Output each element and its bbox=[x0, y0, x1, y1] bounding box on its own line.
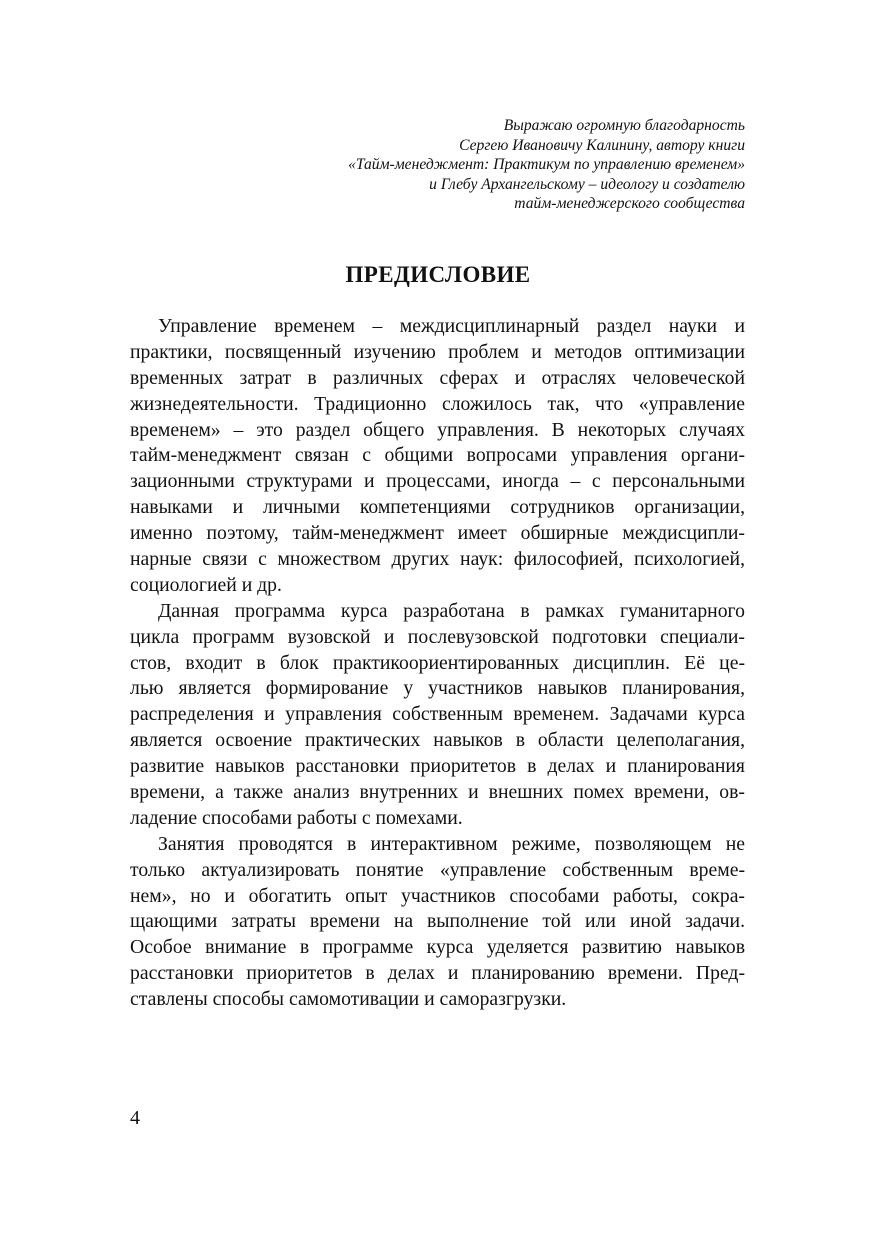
paragraph-line: жизнедеятельности. Традиционно сложилось так, что «управление bbox=[130, 392, 745, 415]
dedication-line: «Тайм-менеджмент: Практикум по управлению временем» bbox=[348, 156, 745, 174]
body-text bbox=[130, 314, 745, 1013]
paragraph-line: является освоение практических навыков в области целеполагания, bbox=[130, 729, 745, 752]
paragraph-line: навыками и личными компетенциями сотрудников организации, bbox=[130, 496, 745, 519]
paragraph-line: цикла программ вузовской и послевузовской подготовки специали- bbox=[130, 625, 745, 648]
paragraph-line: только актуализировать понятие «управление собственным време- bbox=[130, 858, 745, 881]
paragraph-line: развитие навыков расстановки приоритетов в делах и планирования bbox=[130, 755, 745, 778]
paragraph-line: Данная программа курса разработана в рамках гуманитарного bbox=[158, 599, 745, 622]
dedication-line: Сергею Ивановичу Калинину, автору книги bbox=[459, 136, 745, 154]
dedication-line: тайм-менеджерского сообщества bbox=[514, 195, 745, 213]
paragraph-line: лью является формирование у участников навыков планирования, bbox=[130, 677, 745, 700]
paragraph-line: времени, а также анализ внутренних и внешних помех времени, ов- bbox=[130, 781, 745, 804]
paragraph-line: распределения и управления собственным временем. Задачами курса bbox=[130, 703, 745, 726]
paragraph-line: стов, входит в блок практикоориентированных дисциплин. Её це- bbox=[130, 651, 745, 674]
paragraph-line: щающими затраты времени на выполнение той или иной задачи. bbox=[130, 910, 745, 933]
paragraph-line: Особое внимание в программе курса уделяется развитию навыков bbox=[130, 936, 745, 959]
page-number: 4 bbox=[130, 1107, 140, 1129]
page-title: ПРЕДИСЛОВИЕ bbox=[345, 262, 531, 287]
paragraph-line: расстановки приоритетов в делах и планированию времени. Пред- bbox=[130, 962, 745, 985]
dedication-line: и Глебу Архангельскому – идеологу и создателю bbox=[429, 175, 745, 193]
dedication bbox=[260, 116, 745, 214]
paragraph-line: временем» – это раздел общего управления. В некоторых случаях bbox=[130, 418, 745, 441]
paragraph-line: ставлены способы самомотивации и саморазгрузки. bbox=[130, 988, 567, 1011]
paragraph-line: Управление временем – междисциплинарный раздел науки и bbox=[158, 315, 745, 337]
paragraph-line: Занятия проводятся в интерактивном режиме, позволяющем не bbox=[158, 832, 745, 855]
paragraph-line: социологией и др. bbox=[130, 573, 282, 596]
paragraph-line: временных затрат в различных сферах и отраслях человеческой bbox=[130, 366, 745, 389]
dedication-line: Выражаю огромную благодарность bbox=[503, 117, 745, 134]
paragraph-line: практики, посвященный изучению проблем и методов оптимизации bbox=[130, 340, 745, 363]
paragraph-line: нем», но и обогатить опыт участников способами работы, сокра- bbox=[130, 884, 745, 907]
paragraph-line: зационными структурами и процессами, иногда – с персональными bbox=[130, 470, 745, 493]
paragraph-line: тайм-менеджмент связан с общими вопросами управления органи- bbox=[130, 444, 745, 467]
paragraph-line: нарные связи с множеством других наук: философией, психологией, bbox=[130, 548, 745, 571]
paragraph-line: ладение способами работы с помехами. bbox=[130, 806, 463, 829]
paragraph-line: именно поэтому, тайм-менеджмент имеет обширные междисципли- bbox=[130, 522, 745, 545]
